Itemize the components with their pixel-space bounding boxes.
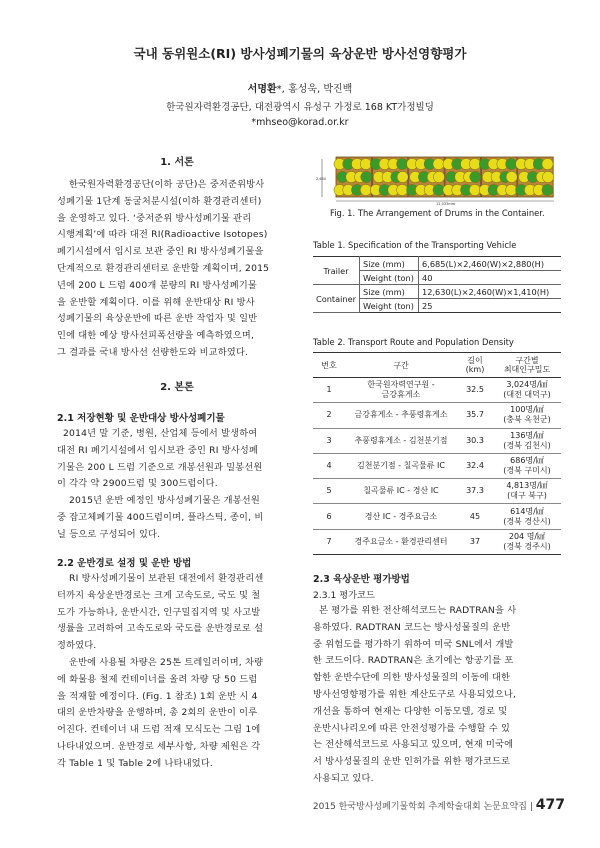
table2-density-line: (경북 김천시) bbox=[503, 440, 551, 450]
table1-value: 6,685(L)×2,460(W)×2,880(H) bbox=[419, 257, 561, 271]
s22-line: 도가 가능하나, 운반시간, 인구밀집지역 및 사고발 bbox=[57, 606, 261, 618]
table2-route bbox=[345, 453, 457, 478]
table1-caption: Table 1. Specification of the Transporting Vehicle bbox=[313, 240, 517, 250]
table1 bbox=[313, 256, 561, 313]
drum bbox=[542, 171, 553, 182]
drum bbox=[397, 158, 408, 169]
intro-line: 인에 대한 예상 방사선피폭선량을 예측하였으며, bbox=[57, 330, 255, 342]
table2-route-line: 추풍령휴게소 - 김천분기점 bbox=[354, 435, 448, 445]
section-intro-title: 1. 서론 bbox=[160, 157, 194, 168]
s22-line: RI 방사성폐기물이 보관된 대전에서 환경관리센 bbox=[69, 573, 264, 584]
table2-route-line: 경주요금소 - 환경관리센터 bbox=[354, 536, 448, 546]
table2-route-line: 금강휴게소 - 추풍령휴게소 bbox=[354, 410, 448, 420]
table2-km bbox=[457, 504, 493, 529]
s21-body bbox=[57, 426, 297, 544]
dim-length-label: 12,033mm bbox=[436, 202, 456, 206]
s231-line: 한 코드이다. RADTRAN은 초기에는 항공기를 포 bbox=[313, 655, 514, 667]
s21-line: 닐 등으로 구성되어 있다. bbox=[57, 528, 161, 540]
table-row bbox=[313, 257, 561, 271]
page-number: 477 bbox=[535, 797, 565, 813]
table2-caption: Table 2. Transport Route and Population Density bbox=[313, 337, 514, 347]
drum bbox=[360, 158, 371, 169]
table-row bbox=[313, 529, 561, 554]
drum bbox=[469, 184, 480, 195]
drum bbox=[470, 171, 481, 182]
drum bbox=[397, 184, 408, 195]
s22-line: 에 화물용 철제 컨테이너를 올려 차량 당 50 드럼 bbox=[57, 673, 258, 685]
s22-line: 터까지 육상운반경로는 크게 고속도로, 국도 및 철 bbox=[57, 589, 261, 601]
intro-line: 한국원자력환경공단(이하 공단)은 중저준위방사 bbox=[69, 179, 265, 190]
table2-no-line: 5 bbox=[326, 486, 332, 496]
intro-line: 을 운반할 계획이다. 이를 위해 운반대상 RI 방사 bbox=[57, 296, 255, 308]
table2-no bbox=[313, 479, 345, 504]
table2-header-route: 구간 bbox=[345, 353, 457, 378]
s231-line: 중 위험도를 평가하기 위하여 미국 SNL에서 개발 bbox=[313, 638, 514, 650]
table2-density-line: 4,813명/㎢ bbox=[506, 481, 548, 491]
table2-no-line: 7 bbox=[326, 536, 332, 546]
header-line: 구간별 bbox=[515, 356, 539, 365]
table2-no bbox=[313, 428, 345, 453]
s231-line: 는 전산해석코드로 사용되고 있으며, 현재 미국에 bbox=[313, 739, 514, 751]
s231-line: 개선을 통하여 현재는 다양한 이동모델, 경로 및 bbox=[313, 705, 508, 717]
table2-density bbox=[493, 428, 561, 453]
footer-separator: | bbox=[529, 802, 533, 812]
table2-route bbox=[345, 428, 457, 453]
table2-km bbox=[457, 403, 493, 428]
s22-line: 운반에 사용될 차량은 25톤 트레일러이며, 차량 bbox=[69, 656, 264, 668]
table2 bbox=[313, 352, 561, 555]
header-line: 길이 bbox=[467, 356, 483, 365]
table2-no bbox=[313, 453, 345, 478]
table2-route-line: 금강휴게소 bbox=[381, 390, 421, 400]
table2-density-line: (대구 북구) bbox=[507, 491, 547, 501]
s22-line: 대의 운반차량을 운행하며, 총 2회의 운반이 이루 bbox=[57, 707, 258, 719]
s231-line: 용하였다. RADTRAN 코드는 방사성물질의 운반 bbox=[313, 621, 511, 633]
drum bbox=[433, 158, 444, 169]
table-row bbox=[313, 378, 561, 403]
s21-title: 2.1 저장현황 및 운반대상 방사성폐기물 bbox=[57, 413, 225, 424]
s21-line: 2014년 말 기준, 병원, 산업체 등에서 발생하여 bbox=[63, 428, 258, 439]
table2-km-line: 37.3 bbox=[466, 486, 484, 496]
dim-height-label: 2,650 bbox=[316, 177, 327, 181]
s22-line: 정하였다. bbox=[57, 640, 97, 652]
table-header-row bbox=[313, 353, 561, 378]
table2-density-line: 204 명/㎢ bbox=[508, 531, 546, 541]
table1-item: Size (mm) bbox=[360, 257, 419, 271]
intro-body bbox=[57, 177, 297, 362]
table2-density-line: (대전 대덕구) bbox=[503, 390, 551, 400]
intro-line: 성폐기물의 육상운반에 따른 운반 작업자 및 일반 bbox=[57, 313, 258, 325]
s22-line: 어진다. 컨테이너 내 드럼 적재 모식도는 그림 1에 bbox=[57, 724, 261, 736]
s231-body bbox=[313, 603, 559, 788]
header-line: (km) bbox=[465, 365, 485, 374]
table-row bbox=[313, 428, 561, 453]
table2-density-line: (경북 경산시) bbox=[503, 516, 551, 526]
s21-line: 이 각각 약 2900드럼 및 300드럼이다. bbox=[57, 478, 218, 490]
table2-route bbox=[345, 378, 457, 403]
table2-route bbox=[345, 403, 457, 428]
drum bbox=[506, 158, 517, 169]
table2-no-line: 3 bbox=[326, 435, 332, 445]
drum bbox=[506, 184, 517, 195]
drum bbox=[397, 171, 408, 182]
table2-km-line: 35.7 bbox=[466, 410, 484, 420]
table2-density bbox=[493, 378, 561, 403]
drum bbox=[542, 184, 553, 195]
drum bbox=[469, 158, 480, 169]
table2-no-line: 6 bbox=[326, 511, 332, 521]
table-row bbox=[313, 403, 561, 428]
table2-header-no: 번호 bbox=[313, 353, 345, 378]
table1-item: Weight (ton) bbox=[360, 299, 419, 313]
figure-caption: Fig. 1. The Arrangement of Drums in the Container. bbox=[330, 208, 545, 218]
intro-line: 을 운영하고 있다. ‘중저준위 방사성폐기물 관리 bbox=[57, 212, 252, 224]
table2-km bbox=[457, 529, 493, 554]
lead-author: 서명환 bbox=[247, 84, 277, 95]
s21-line: 2015년 운반 예정인 방사성폐기물은 개봉선원 bbox=[69, 495, 260, 507]
table2-density bbox=[493, 453, 561, 478]
table2-km-line: 45 bbox=[469, 511, 481, 521]
s22-title: 2.2 운반경로 설정 및 운반 방법 bbox=[57, 558, 192, 569]
email: *mhseo@korad.or.kr bbox=[251, 117, 349, 128]
table2-km bbox=[457, 428, 493, 453]
section-main-title: 2. 본론 bbox=[160, 382, 194, 393]
table2-route-line: 칠곡물류 IC - 경산 IC bbox=[363, 486, 439, 496]
table2-density bbox=[493, 504, 561, 529]
table1-value: 40 bbox=[419, 271, 561, 285]
drum bbox=[361, 171, 372, 182]
table2-no bbox=[313, 403, 345, 428]
table2-km bbox=[457, 453, 493, 478]
s21-line: 기물은 200 L 드럼 기준으로 개봉선원과 밀봉선원 bbox=[57, 461, 263, 473]
header-line: 최대인구밀도 bbox=[503, 365, 551, 374]
drum-arrangement-figure bbox=[318, 153, 558, 205]
table2-route bbox=[345, 479, 457, 504]
s23-title: 2.3 육상운반 평가방법 bbox=[313, 574, 410, 585]
table-row bbox=[313, 453, 561, 478]
page-footer bbox=[313, 797, 565, 813]
table1-item: Size (mm) bbox=[360, 285, 419, 299]
table2-no-line: 1 bbox=[326, 385, 332, 395]
s21-line: 대전 RI 폐기시설에서 임시보관 중인 RI 방사성폐 bbox=[57, 444, 259, 456]
s231-line: 본 평가를 위한 전산해석코드는 RADTRAN을 사 bbox=[319, 605, 517, 616]
table-row bbox=[313, 504, 561, 529]
table2-no bbox=[313, 529, 345, 554]
table2-density bbox=[493, 479, 561, 504]
drum bbox=[542, 158, 553, 169]
table2-density bbox=[493, 529, 561, 554]
table1-category: Trailer bbox=[313, 257, 360, 285]
drum bbox=[433, 171, 444, 182]
s22-line: 각 Table 1 및 Table 2에 나타내었다. bbox=[57, 757, 214, 769]
s231-title: 2.3.1 평가코드 bbox=[313, 590, 375, 601]
table2-no bbox=[313, 378, 345, 403]
intro-line: 그 결과를 국내 방사선 선량한도와 비교하였다. bbox=[57, 346, 249, 358]
table-row bbox=[313, 285, 561, 299]
table2-no-line: 4 bbox=[326, 461, 332, 471]
co-authors: , 홍성욱, 박진백 bbox=[281, 84, 353, 95]
table2-density-line: 686명/㎢ bbox=[510, 456, 544, 466]
s231-line: 함한 운반수단에 의한 방사성물질의 이동에 대한 bbox=[313, 672, 511, 684]
intro-line: 년에 200 L 드럼 400개 분량의 RI 방사성폐기물 bbox=[57, 279, 257, 291]
table2-km-line: 32.4 bbox=[466, 461, 484, 471]
table2-route-line: 한국원자력연구원 - bbox=[367, 380, 435, 390]
affiliation: 한국원자력환경공단, 대전광역시 유성구 가정로 168 KT가정빌딩 bbox=[166, 102, 434, 113]
table-row bbox=[313, 479, 561, 504]
table2-header-density bbox=[493, 353, 561, 378]
table2-density bbox=[493, 403, 561, 428]
s231-line: 사용되고 있다. bbox=[313, 772, 374, 784]
footer-text: 2015 한국방사성폐기물학회 추계학술대회 논문요약집 bbox=[312, 802, 527, 812]
intro-line: 시행계획’에 따라 대전 RI(Radioactive Isotopes) bbox=[57, 229, 268, 241]
table2-route bbox=[345, 529, 457, 554]
authors bbox=[0, 80, 600, 95]
s231-line: 운반시나리오에 따른 안전성평가를 수행할 수 있 bbox=[313, 722, 511, 734]
table2-density-line: 614명/㎢ bbox=[510, 506, 544, 516]
table2-km-line: 32.5 bbox=[466, 385, 484, 395]
intro-line: 폐기시설에서 임시로 보관 중인 RI 방사성폐기물을 bbox=[57, 246, 264, 258]
table2-density-line: (경북 구미시) bbox=[503, 466, 551, 476]
s22-line: 나타내었으며. 운반경로 세부사항, 차량 제원은 각 bbox=[57, 740, 261, 752]
drum-grid bbox=[334, 157, 554, 197]
s231-line: 서 방사성물질의 운반 인허가를 위한 평가코드로 bbox=[313, 756, 511, 768]
table2-density-line: 136명/㎢ bbox=[510, 430, 544, 440]
table2-km bbox=[457, 378, 493, 403]
table2-km-line: 37 bbox=[469, 536, 481, 546]
table2-density-line: (경북 경주시) bbox=[503, 541, 551, 551]
table2-density-line: 100명/㎢ bbox=[510, 405, 544, 415]
paper-title: 국내 동위원소(RI) 방사성폐기물의 육상운반 방사선영향평가 bbox=[133, 46, 467, 61]
s21-line: 중 잡고체폐기물 400드럼이며, 플라스틱, 종이, 비 bbox=[57, 511, 264, 523]
s22-body bbox=[57, 571, 297, 773]
table2-route bbox=[345, 504, 457, 529]
table1-value: 25 bbox=[419, 299, 561, 313]
table2-density-line: (충북 옥천군) bbox=[503, 415, 551, 425]
table2-route-line: 경산 IC - 경주요금소 bbox=[364, 511, 438, 521]
table2-km bbox=[457, 479, 493, 504]
table2-route-line: 김천분기점 - 칠곡물류 IC bbox=[356, 461, 445, 471]
table2-no-line: 2 bbox=[326, 410, 332, 420]
intro-line: 성폐기물 1단계 동굴처분시설(이하 환경관리센터) bbox=[57, 195, 262, 207]
table2-no bbox=[313, 504, 345, 529]
table1-category: Container bbox=[313, 285, 360, 313]
lead-author-mark: * bbox=[276, 84, 282, 95]
drum bbox=[506, 171, 517, 182]
intro-line: 단계적으로 환경관리센터로 운반할 계획이며, 2015 bbox=[57, 262, 270, 274]
s22-line: 생률을 고려하여 고속도로와 국도를 운반경로로 설 bbox=[57, 623, 264, 635]
s231-line: 방사선영향평가를 위한 계산도구로 사용되었으나, bbox=[313, 688, 517, 700]
table2-header-length bbox=[457, 353, 493, 378]
table2-km-line: 30.3 bbox=[466, 435, 484, 445]
table1-value: 12,630(L)×2,460(W)×1,410(H) bbox=[419, 285, 561, 299]
drum bbox=[360, 184, 371, 195]
drum bbox=[433, 184, 444, 195]
table1-item: Weight (ton) bbox=[360, 271, 419, 285]
s22-line: 을 적재할 예정이다. (Fig. 1 참조) 1회 운반 시 4 bbox=[57, 690, 258, 702]
table2-density-line: 3,024명/㎢ bbox=[506, 380, 548, 390]
